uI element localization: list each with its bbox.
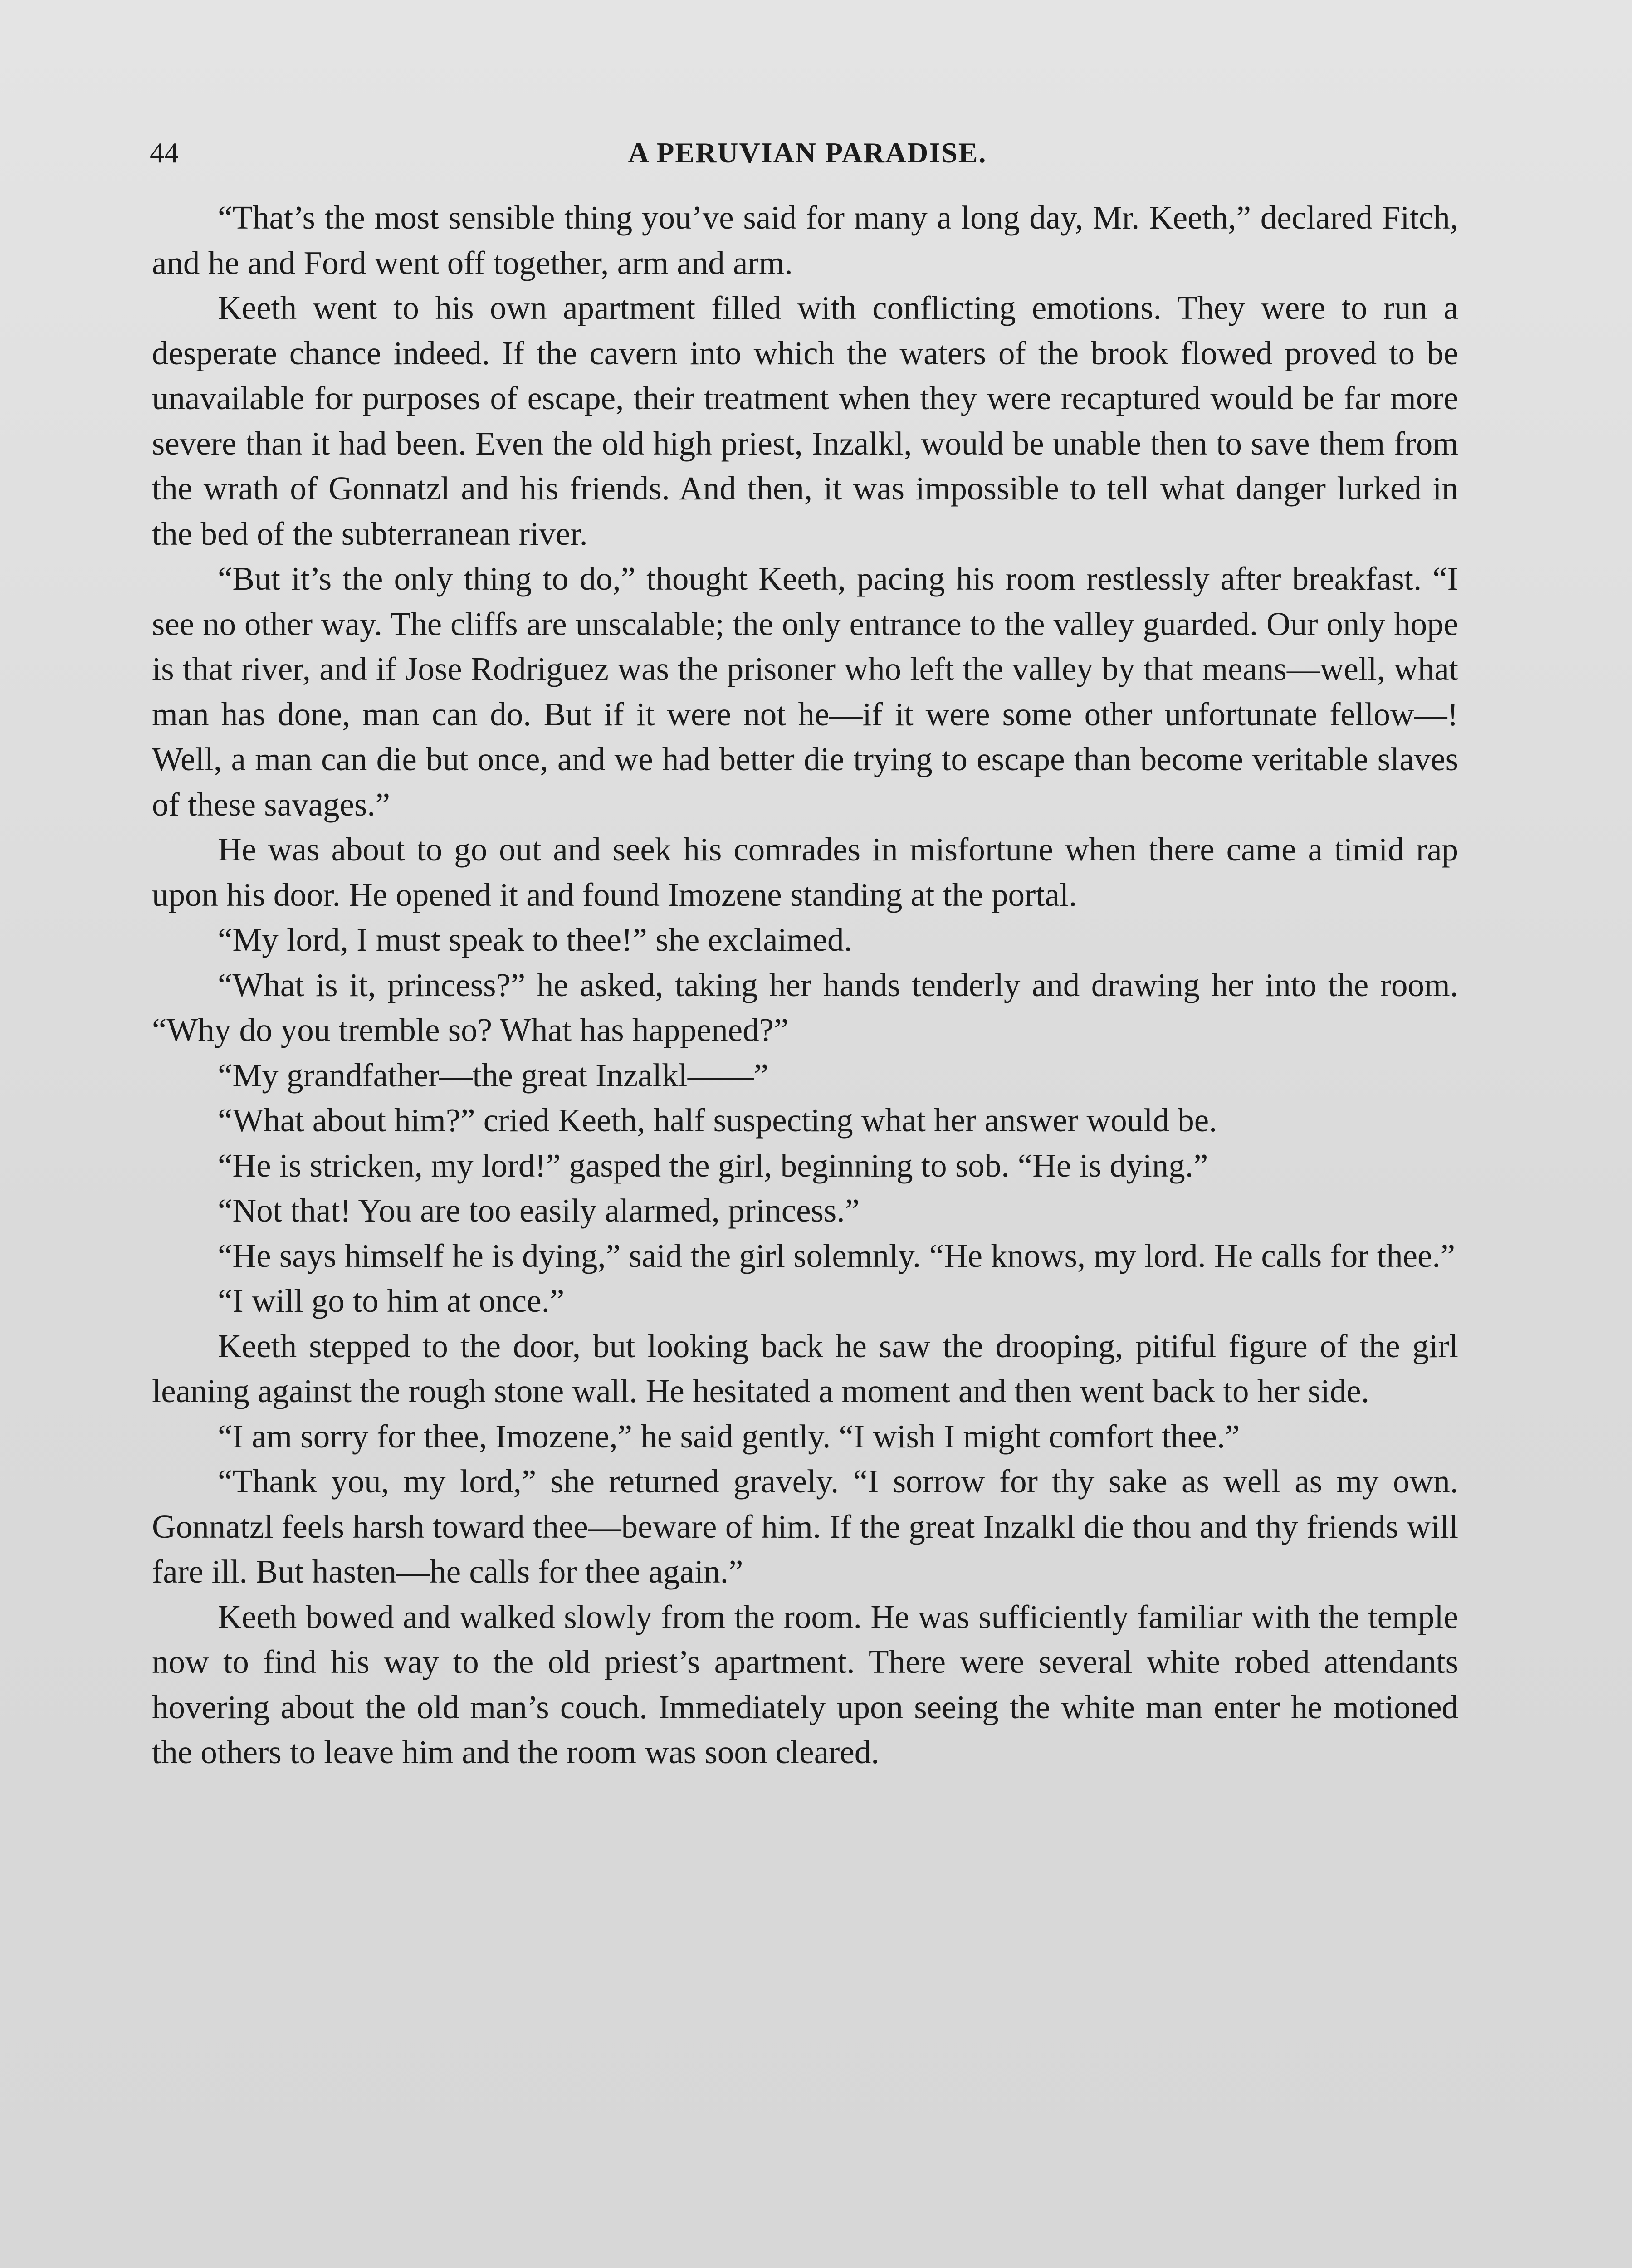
paragraph: “My grandfather—the great Inzalkl——” [218,1056,769,1094]
paragraph: Keeth went to his own apartment filled with conflicting emotions. They were to run a desperate chance indeed. If the cavern into which the waters of the brook flowed proved to be unavailable for purposes of escape, their treatment when they were recaptured would be far more severe than it had been. Even the old high priest, Inzalkl, would be unable then to save them from the wrath of Gonnatzl and his friends. And then, it was impossible to tell what danger lurked in the bed of the subterranean river. [152,289,1458,552]
paragraph: Keeth stepped to the door, but looking back he saw the drooping, pitiful figure of the girl leaning against the rough stone wall. He hesitated a moment and then went back to her side. [152,1327,1458,1409]
paragraph: Keeth bowed and walked slowly from the room. He was sufficiently familiar with the temple now to find his way to the old priest’s apartment. There were several white robed attendants hovering about the old man’s couch. Immediately upon seeing the white man enter he motioned the others to leave him and the room was soon cleared. [152,1598,1458,1770]
paragraph: “He says himself he is dying,” said the girl solemnly. “He knows, my lord. He calls for thee.” [218,1237,1456,1274]
paragraph: “I will go to him at once.” [218,1282,565,1319]
paragraph: He was about to go out and seek his comrades in misfortune when there came a timid rap upon his door. He opened it and found Imozene standing at the portal. [152,831,1458,913]
paragraph: “What about him?” cried Keeth, half suspecting what her answer would be. [218,1102,1217,1139]
paragraph: “What is it, princess?” he asked, taking her hands tenderly and drawing her into the room. “Why do you tremble so? What has happened?” [152,966,1458,1048]
paragraph: “Not that! You are too easily alarmed, princess.” [218,1192,860,1229]
page-header [150,132,1465,173]
paragraph: “Thank you, my lord,” she returned gravely. “I sorrow for thy sake as well as my own. Gonnatzl feels harsh toward thee—beware of him. If the great Inzalkl die thou and thy friends will fare ill. But hasten—he calls for thee again.” [152,1463,1458,1590]
paragraph: “He is stricken, my lord!” gasped the girl, beginning to sob. “He is dying.” [218,1147,1208,1184]
page-number: 44 [150,137,179,169]
paragraph: “But it’s the only thing to do,” thought Keeth, pacing his room restlessly after breakfast. “I see no other way. The cliffs are unscalable; the only entrance to the valley guarded. Our only hope is that river, and if Jose Rodriguez was the prisoner who left the valley by that means—well, what man has done, man can do. But if it were not he—if it were some other unfortunate fellow—! Well, a man can die but once, and we had better die trying to escape than become veritable slaves of these savages.” [152,560,1458,823]
paragraph: “My lord, I must speak to thee!” she exclaimed. [218,921,852,958]
paragraph: “That’s the most sensible thing you’ve said for many a long day, Mr. Keeth,” declared Fitch, and he and Ford went off together, arm and arm. [152,199,1458,281]
paragraph: “I am sorry for thee, Imozene,” he said gently. “I wish I might comfort thee.” [218,1418,1240,1455]
body-text [152,195,1458,2268]
running-title: A PERUVIAN PARADISE. [628,137,987,169]
